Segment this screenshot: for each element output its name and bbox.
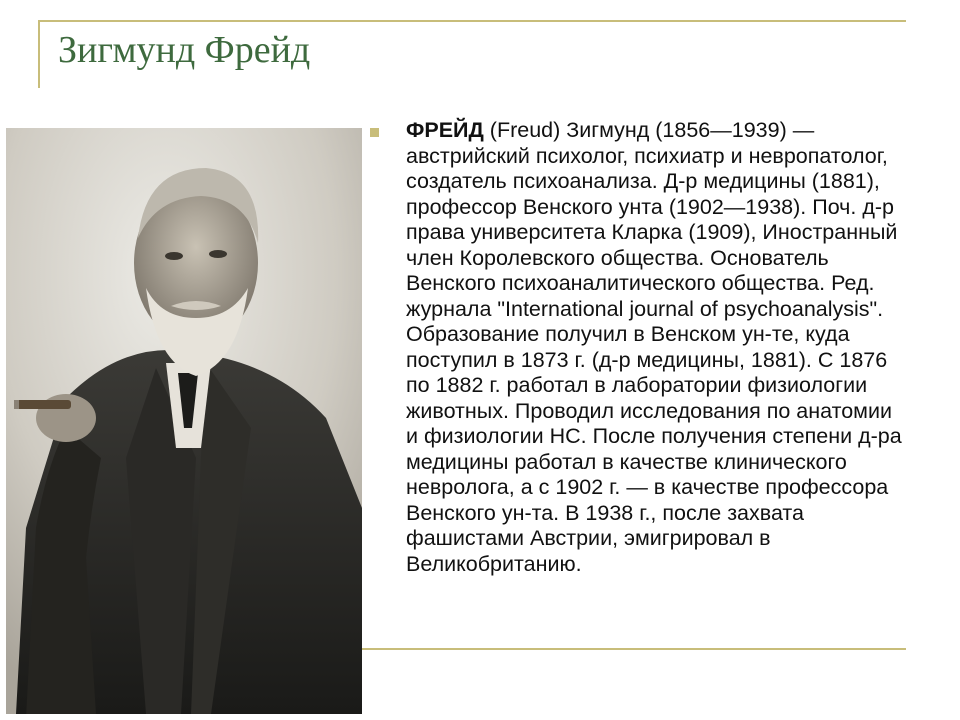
title-rule-left	[38, 20, 40, 88]
bio-paragraph	[406, 118, 906, 577]
portrait-photo	[6, 128, 362, 714]
bio-lead: ФРЕЙД	[406, 118, 484, 142]
bullet-marker	[370, 128, 379, 137]
bio-text: (Freud) Зигмунд (1856—1939) — австрийский психолог, психиатр и невропатолог, создатель психоанализа. Д-р медицины (1881), профессор Венского унта (1902—1938). Поч. д-р права университета Кларка (1909), Иностранный член Королевского общества. Основатель Венского психоаналитического общества. Ред. журнала "International journal of psychoanalysis". Образование получил в Венском ун-те, куда поступил в 1873 г. (д-р медицины, 1881). С 1876 по 1882 г. работал в лаборатории физиологии животных. Проводил исследования по анатомии и физиологии НС. После получения степени д-ра медицины работал в качестве клинического невролога, а с 1902 г. — в качестве профессора Венского ун-та. В 1938 г., после захвата фашистами Австрии, эмигрировал в Великобританию.	[406, 118, 902, 576]
title-rule-top	[38, 20, 906, 22]
bottom-rule	[362, 648, 906, 650]
slide-title: Зигмунд Фрейд	[58, 29, 311, 71]
